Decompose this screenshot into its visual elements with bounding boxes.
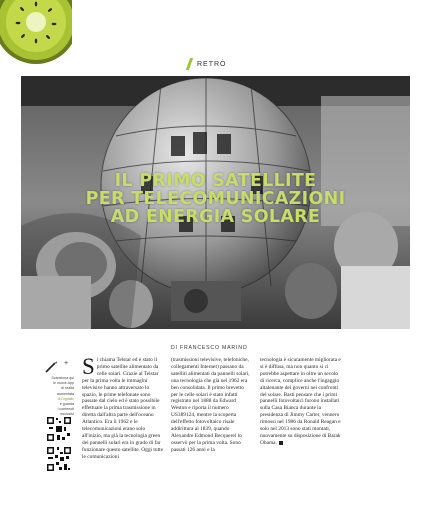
byline: DI FRANCESCO MARINO — [171, 345, 248, 351]
sidenote — [40, 376, 74, 418]
sidenote-line: Scansiona qui — [51, 376, 74, 380]
accent-slash — [186, 58, 193, 70]
end-mark-icon — [279, 441, 283, 445]
qr-code-icon[interactable] — [46, 416, 72, 442]
dropcap: S — [82, 354, 95, 379]
sidenote-line: aumentata — [57, 391, 74, 396]
sidenote-line: di realtà — [61, 386, 74, 391]
sidenote-line: i contenuti — [57, 407, 74, 412]
pen-icon — [44, 360, 58, 374]
kiwi-slice-icon — [0, 0, 72, 70]
article-text: tecnologia è sicuramente migliorata e si è diffusa, ma non quanto si ci potrebbe aspettare in oltre un secolo di ricerca, complice anche l'ingaggio altalenante dei governi nei confronti del solare. Basti pensare che i primi pannelli fotovoltaici furono installati sulla Casa Bianca durante la presidenza di Jimmy Carter, vennero rimossi nel 1986 da Ronald Reagan e solo nel 2013 sono stati montati, nuovamente su disposizione di Barak Obama. — [260, 357, 341, 446]
article-text: (trasmissioni televisive, telefoniche, collegamenti Internet) passano da satelliti alimentati da pannelli solari, una tecnologia che già nel 1962 era ben consolidata. Il primo brevetto per le celle solari è stato infatti registrato nel 1888 da Edward Weston e riporta il numero US389124, mentre la scoperta dell'effetto fotovoltaico risale addirittura al 1839, quando Alexandre Edmond Becquerel lo osservò per la prima volta. Sono passati 126 anni e la — [171, 357, 250, 453]
article-column-1 — [82, 354, 165, 461]
headline — [21, 172, 410, 226]
sidenote-line: e guarda — [59, 402, 74, 407]
headline-line-2: PER TELECOMUNICAZIONI — [85, 189, 346, 209]
section-label: RETRÒ — [197, 60, 227, 68]
sidenote-line: le nuove App — [53, 381, 74, 386]
article-column-3 — [260, 357, 341, 447]
article-column-2 — [171, 357, 252, 454]
plus-icon: + — [64, 360, 69, 367]
qr-code-icon[interactable] — [46, 446, 72, 472]
section-tag — [188, 58, 227, 70]
headline-line-3: AD ENERGIA SOLARE — [110, 207, 321, 227]
article-text: i chiama Telstar ed è stato il primo satellite alimentato da celle solari. Grazie al Telstar per la prima volta le immagini televisive hanno attraversato lo spazio, le prime telefonate sono passate dal cielo ed è stato possibile effettuare la prima trasmissione in diretta dall'altra parte dell'oceano Atlantico. Era il 1962 e le telecomunicazioni erano solo all'inizio, ma già la tecnologia green dei pannelli solari era in grado di far funzionare questo satellite. Oggi tutte le comunicazioni — [82, 357, 163, 460]
sidenote-line: esclusivi — [60, 412, 74, 417]
headline-line-1: IL PRIMO SATELLITE — [114, 171, 317, 191]
sidenote-line: di Digitalic — [57, 396, 74, 401]
